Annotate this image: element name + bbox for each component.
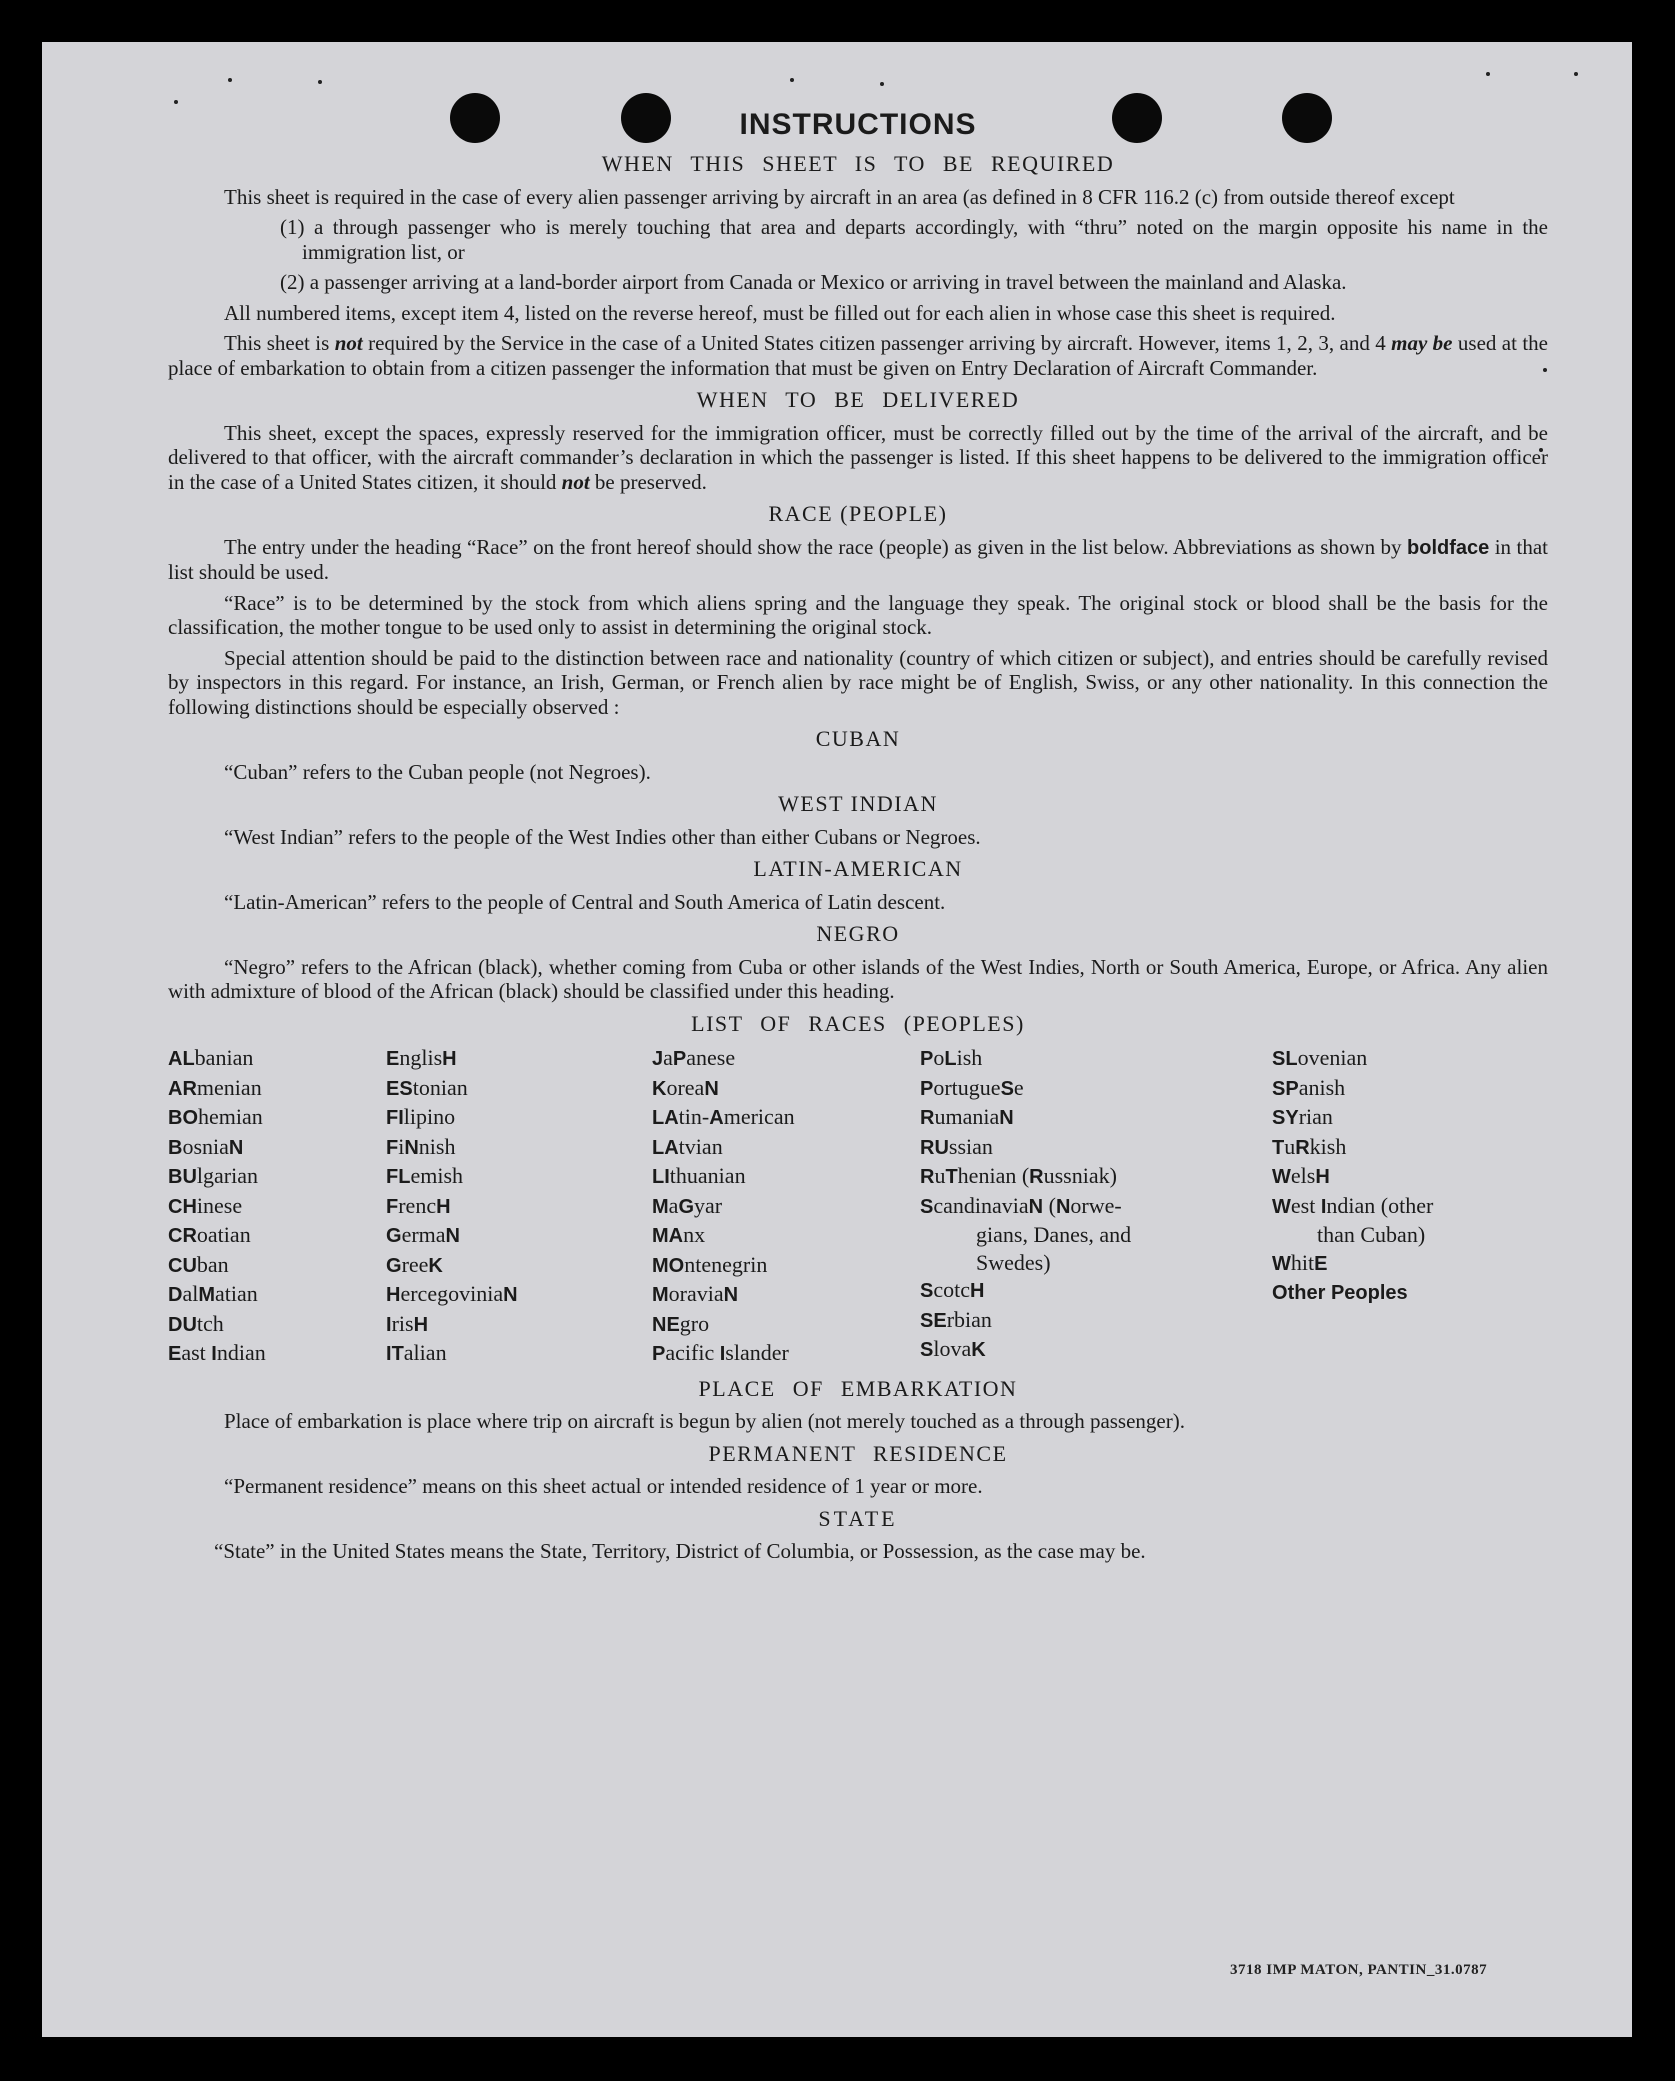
race-entry: Pacific Islander <box>652 1340 789 1365</box>
race-entry: CUban <box>168 1251 229 1277</box>
race-entry: WhitE <box>1272 1249 1328 1275</box>
race-entry: CHinese <box>168 1192 243 1218</box>
race-entry: LAtin-American <box>652 1104 795 1129</box>
race-entry: JaPanese <box>652 1045 736 1070</box>
race-entry: RUssian <box>920 1133 993 1159</box>
instructions-content <box>168 108 1548 1570</box>
race-entry: BosniaN <box>168 1133 244 1159</box>
races-column <box>386 1044 652 1369</box>
races-list <box>168 1044 1548 1369</box>
race-entry: DalMatian <box>168 1281 258 1306</box>
heading-required: WHEN THIS SHEET IS TO BE REQUIRED <box>601 151 1115 176</box>
page-title: INSTRUCTIONS <box>739 108 977 141</box>
race-entry: HercegoviniaN <box>386 1281 518 1306</box>
race-entry: MoraviaN <box>652 1281 739 1306</box>
race-entry: SLovenian <box>1272 1045 1368 1070</box>
race-entry: PoLish <box>920 1045 983 1070</box>
paragraph: All numbered items, except item 4, listed on the reverse hereof, must be filled out for each alien in whose case this sheet is required. <box>224 300 1336 325</box>
heading-embarkation: PLACE OF EMBARKATION <box>698 1375 1018 1401</box>
speck <box>790 78 794 82</box>
races-column <box>1272 1044 1548 1369</box>
heading-list-of-races: LIST OF RACES (PEOPLES) <box>691 1010 1025 1036</box>
race-entry: LIthuanian <box>652 1163 746 1188</box>
speck <box>880 82 884 86</box>
paragraph: This sheet is not required by the Service in the case of a United States citizen passenger arriving by aircraft. However, items 1, 2, 3, and 4 may be used at the place of embarkation to obtain from a citizen passenger the information that must be given on Entry Declaration of Aircraft Commander. <box>168 331 1548 380</box>
race-entry-continued: than Cuban) <box>1317 1222 1426 1247</box>
paragraph: “State” in the United States means the State, Territory, District of Columbia, or Possession, as the case may be. <box>214 1539 1146 1563</box>
race-entry: SPanish <box>1272 1074 1346 1100</box>
paragraph: “Latin-American” refers to the people of Central and South America of Latin descent. <box>224 889 946 914</box>
list-item: (1) a through passenger who is merely touching that area and departs accordingly, with “thru” noted on the margin opposite his name in the immigration list, or <box>280 215 1548 264</box>
paragraph: Place of embarkation is place where trip on aircraft is begun by alien (not merely touched as a through passenger). <box>224 1409 1185 1433</box>
race-entry: LAtvian <box>652 1133 723 1159</box>
race-entry: FLemish <box>386 1163 464 1188</box>
race-entry-continued: Swedes) <box>976 1249 1051 1275</box>
document-sheet <box>42 42 1632 2037</box>
paragraph: “Permanent residence” means on this sheet actual or intended residence of 1 year or more. <box>224 1474 983 1498</box>
heading-race: RACE (PEOPLE) <box>768 501 948 526</box>
heading-permanent-residence: PERMANENT RESIDENCE <box>708 1440 1008 1466</box>
race-entry: EStonian <box>386 1074 468 1100</box>
race-entry: KoreaN <box>652 1074 719 1100</box>
race-entry: EnglisH <box>386 1045 457 1070</box>
paragraph: “Negro” refers to the African (black), whether coming from Cuba or other islands of the West Indies, North or South America, Europe, or Africa. Any alien with admixture of blood of the African (black) should be classified under this heading. <box>168 954 1548 1003</box>
heading-negro: NEGRO <box>816 921 900 946</box>
race-entry: GermaN <box>386 1222 460 1247</box>
races-column <box>168 1044 386 1369</box>
speck <box>1574 72 1578 76</box>
race-entry: IrisH <box>386 1310 429 1336</box>
paragraph: Special attention should be paid to the distinction between race and nationality (country of which citizen or subject), and entries should be carefully revised by inspectors in this regard. For instance, an Irish, German, or French alien by race might be of English, Swiss, or any other nationality. In this connection the following distinctions should be especially observed : <box>168 645 1548 719</box>
heading-state: STATE <box>818 1505 898 1531</box>
race-entry: MaGyar <box>652 1192 723 1218</box>
race-entry: BUlgarian <box>168 1163 259 1188</box>
speck <box>228 78 232 82</box>
speck <box>318 80 322 84</box>
race-entry: ScotcH <box>920 1277 985 1302</box>
paragraph: The entry under the heading “Race” on the front hereof should show the race (people) as given in the list below. Abbreviations as shown by boldface in that list should be used. <box>168 534 1549 584</box>
heading-delivered: WHEN TO BE DELIVERED <box>696 387 1020 412</box>
race-entry: SErbian <box>920 1306 992 1332</box>
races-group <box>920 1276 1272 1365</box>
paragraph: This sheet, except the spaces, expressly reserved for the immigration officer, must be correctly filled out by the time of the arrival of the aircraft, and be delivered to that officer, with the aircraft commander’s declaration in which the passenger is listed. If this sheet happens to be delivered to the immigration officer in the case of a United States citizen, it should not be preserved. <box>168 420 1548 494</box>
speck <box>174 100 178 104</box>
printer-mark: 3718 IMP MATON, PANTIN_31.0787 <box>1230 1962 1488 1978</box>
races-group <box>1272 1044 1548 1192</box>
race-entry: FIlipino <box>386 1104 456 1129</box>
race-entry: ARmenian <box>168 1074 262 1100</box>
race-entry: ALbanian <box>168 1045 254 1070</box>
race-entry: TuRkish <box>1272 1133 1347 1159</box>
race-entry: NEgro <box>652 1310 710 1336</box>
race-entry: PortugueSe <box>920 1074 1024 1100</box>
race-entry: West Indian (other <box>1272 1192 1434 1218</box>
paragraph: This sheet is required in the case of every alien passenger arriving by aircraft in an area (as defined in 8 CFR 116.2 (c) from outside thereof except <box>224 184 1455 209</box>
races-column <box>652 1044 920 1369</box>
race-entry: FrencH <box>386 1192 451 1218</box>
list-item: (2) a passenger arriving at a land-border airport from Canada or Mexico or arriving in travel between the mainland and Alaska. <box>280 270 1347 294</box>
race-entry: DUtch <box>168 1310 224 1336</box>
race-entry: ITalian <box>386 1340 447 1365</box>
race-entry-continued: gians, Danes, and <box>976 1222 1132 1247</box>
race-entry: FiNnish <box>386 1133 456 1159</box>
races-group <box>920 1044 1272 1192</box>
races-group <box>1272 1249 1548 1308</box>
race-entry: Other Peoples <box>1272 1282 1408 1304</box>
race-entry: SlovaK <box>920 1336 986 1361</box>
races-column <box>920 1044 1272 1369</box>
paragraph: “Cuban” refers to the Cuban people (not Negroes). <box>224 759 651 784</box>
race-entry: MAnx <box>652 1222 706 1247</box>
race-entry: SYrian <box>1272 1104 1333 1129</box>
paragraph: “West Indian” refers to the people of the West Indies other than either Cubans or Negroes. <box>224 824 981 849</box>
race-entry: CRoatian <box>168 1222 251 1247</box>
paragraph: “Race” is to be determined by the stock from which aliens spring and the language they speak. The original stock or blood shall be the basis for the classification, the mother tongue to be used only to assist in determining the original stock. <box>168 590 1548 639</box>
heading-cuban: CUBAN <box>815 726 901 751</box>
heading-latin-american: LATIN-AMERICAN <box>753 856 963 881</box>
race-entry: ScandinaviaN (Norwe- <box>920 1192 1122 1218</box>
race-entry: RuThenian (Russniak) <box>920 1163 1117 1188</box>
heading-west-indian: WEST INDIAN <box>778 791 938 816</box>
race-entry: RumaniaN <box>920 1104 1014 1129</box>
race-entry: MOntenegrin <box>652 1251 768 1277</box>
race-entry: BOhemian <box>168 1104 263 1129</box>
speck <box>1486 72 1490 76</box>
race-entry: GreeK <box>386 1251 443 1277</box>
race-entry: East Indian <box>168 1340 266 1365</box>
race-entry: WelsH <box>1272 1163 1330 1188</box>
